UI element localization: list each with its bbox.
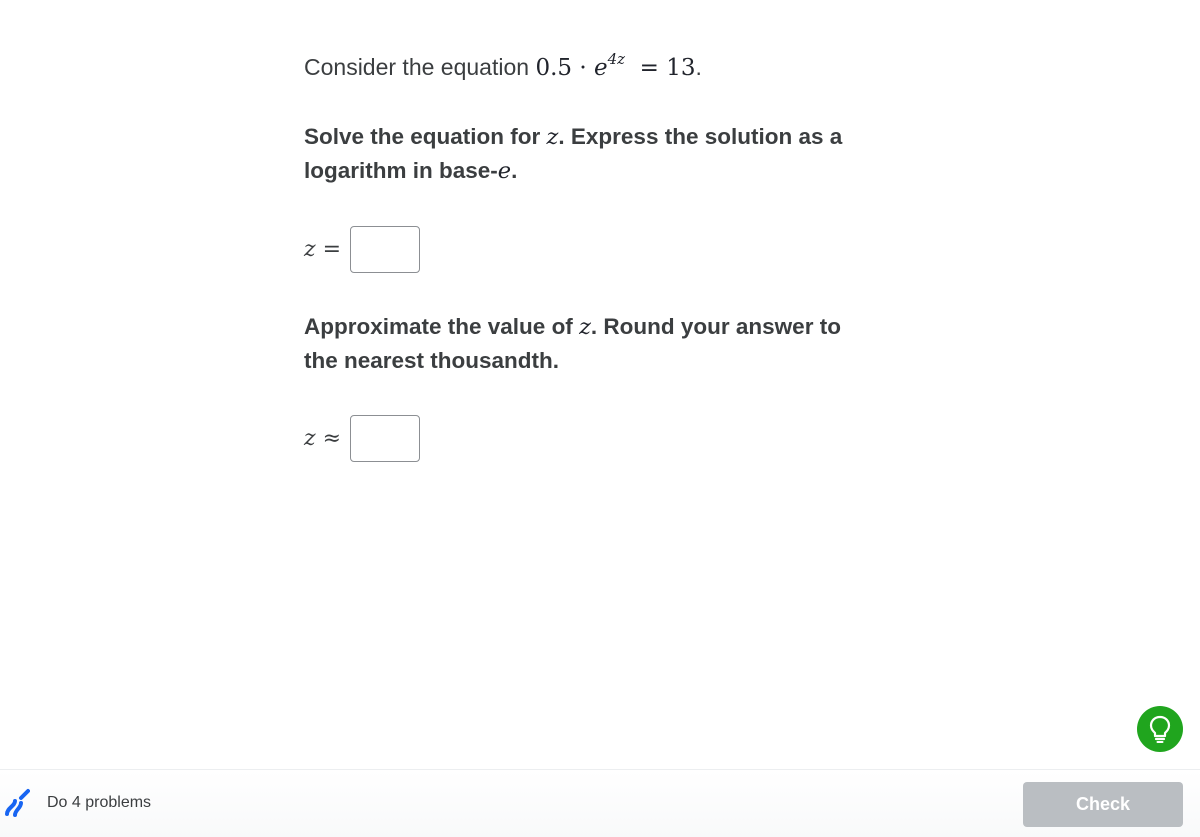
part2-answer-label — [304, 426, 350, 451]
part1-answer-relation: = — [322, 236, 342, 262]
equation-exponent: 4z — [607, 50, 626, 68]
equation-base: e — [593, 55, 608, 81]
part1-variable: z — [546, 124, 559, 150]
part1-answer-input[interactable] — [350, 226, 420, 273]
part1-answer-var: z — [304, 236, 316, 262]
part2-prompt-b: . Round your answer to the nearest thousandth. — [304, 314, 841, 373]
part1-prompt — [304, 120, 864, 188]
footer-bar — [0, 769, 1200, 837]
part2-answer-var: z — [304, 425, 316, 451]
equation-period: . — [695, 54, 702, 80]
intro-text: Consider the equation — [304, 54, 536, 80]
part1-prompt-b: . Express the solution as a logarithm in base- — [304, 124, 843, 183]
lightbulb-icon — [1149, 715, 1171, 743]
brand-mark-icon — [4, 788, 30, 818]
part1-prompt-c: . — [511, 158, 518, 183]
check-button[interactable]: Check — [1023, 782, 1183, 827]
part2-answer-row — [304, 413, 420, 463]
part2-prompt — [304, 310, 864, 378]
equation-rhs: 13 — [666, 55, 696, 81]
hint-button[interactable] — [1137, 706, 1183, 752]
equation — [535, 50, 696, 81]
part1-prompt-a: Solve the equation for — [304, 124, 547, 149]
part2-prompt-a: Approximate the value of — [304, 314, 580, 339]
part2-answer-relation: ≈ — [322, 425, 342, 451]
part1-base-symbol: e — [497, 158, 512, 184]
equation-equals: = — [639, 55, 659, 81]
question-intro — [304, 50, 702, 85]
equation-dot: · — [579, 55, 587, 81]
part1-answer-label — [304, 237, 350, 262]
part2-variable: z — [579, 314, 591, 340]
equation-coefficient: 0.5 — [535, 55, 573, 81]
part1-answer-row — [304, 224, 420, 274]
part2-answer-input[interactable] — [350, 415, 420, 462]
task-progress-label: Do 4 problems — [47, 794, 152, 811]
